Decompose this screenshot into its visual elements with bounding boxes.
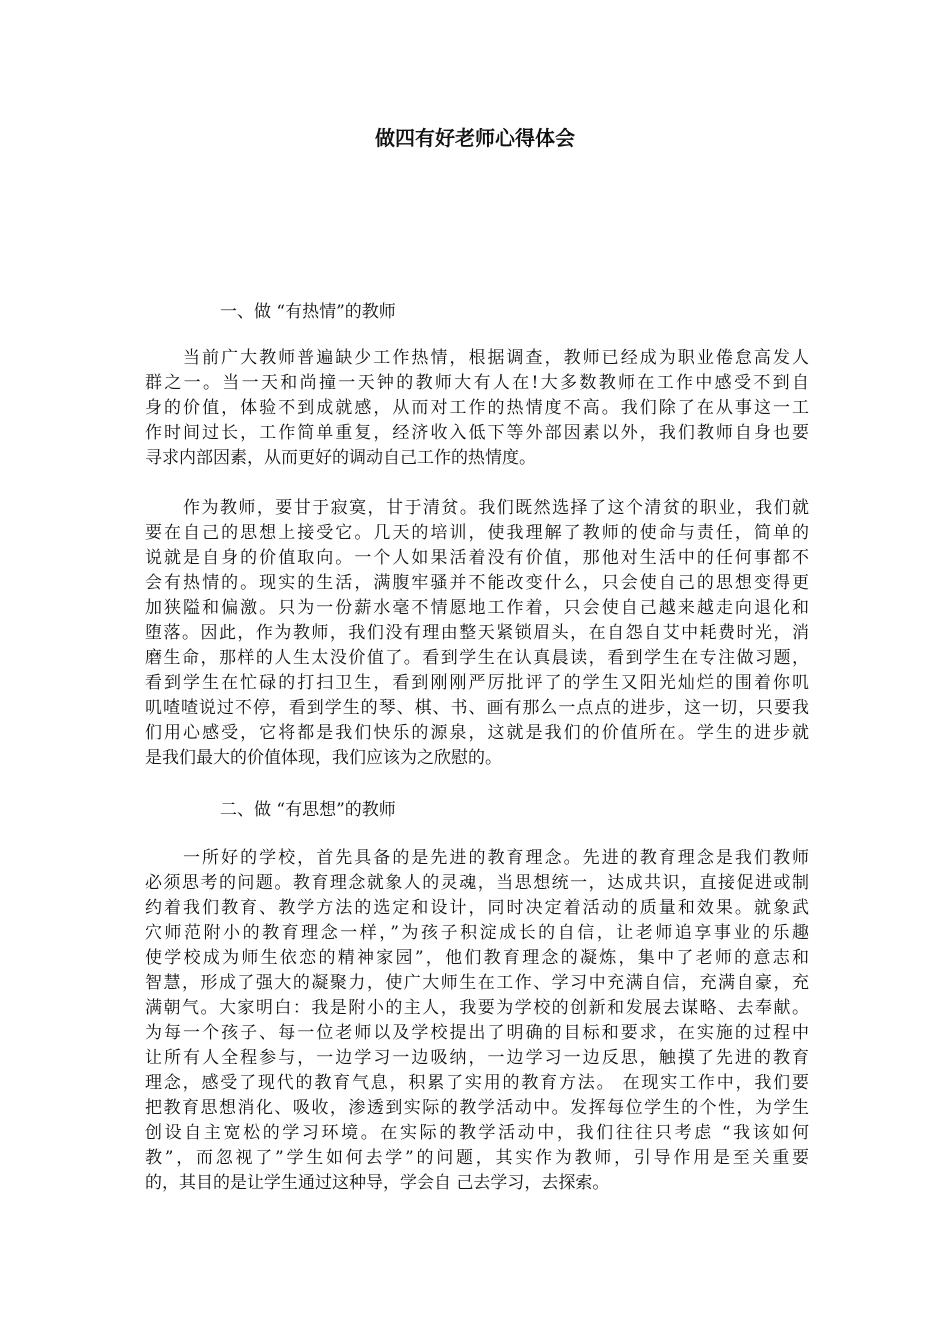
page-title: 做四有好老师心得体会: [375, 126, 575, 150]
text-line: 约着我们教育、教学方法的选定和设计，同时决定着活动的质量和效果。就象武: [145, 898, 809, 918]
text-line: 必须思考的问题。教育理念就象人的灵魂，当思想统一，达成共识，直接促进或制: [145, 873, 809, 893]
text-line: 看到学生在忙碌的打扫卫生，看到刚刚严厉批评了的学生又阳光灿烂的围着你叽: [145, 673, 809, 693]
text-line: 让所有人全程参与，一边学习一边吸纳，一边学习一边反思，触摸了先进的教育: [145, 1048, 809, 1068]
text-line: 的，其目的是让学生通过这种导，学会自 己去学习，去探索。: [145, 1173, 610, 1193]
text-line: 满朝气。大家明白：我是附小的主人，我要为学校的创新和发展去谋略、去奉献。: [145, 998, 809, 1018]
text-line: 群之一。当一天和尚撞一天钟的教师大有人在!大多数教师在工作中感受不到自: [145, 373, 809, 393]
text-line: 说就是自身的价值取向。一个人如果活着没有价值，那他对生活中的任何事都不: [145, 548, 809, 568]
paragraph-1: [145, 346, 809, 471]
text-line: 身的价值，体验不到成就感，从而对工作的热情度不高。我们除了在从事这一工: [145, 398, 809, 418]
text-line: 叽喳喳说过不停，看到学生的琴、棋、书、画有那么一点点的进步，这一切，只要我: [145, 698, 809, 718]
text-line: 们用心感受，它将都是我们快乐的源泉，这就是我们的价值所在。学生的进步就: [145, 723, 809, 743]
text-line: 作时间过长，工作简单重复，经济收入低下等外部因素以外，我们教师自身也要: [145, 423, 809, 443]
section-heading-2: 二、做 “有思想”的教师: [220, 800, 396, 820]
text-line: 理念，感受了现代的教育气息，积累了实用的教育方法。 在现实工作中，我们要: [145, 1073, 809, 1093]
text-line: 会有热情的。现实的生活，满腹牢骚并不能改变什么，只会使自己的思想变得更: [145, 573, 809, 593]
paragraph-3: [145, 846, 809, 1196]
text-line: 创设自主宽松的学习环境。在实际的教学活动中，我们往往只考虑 “我该如何: [145, 1123, 809, 1143]
paragraph-2: [145, 496, 809, 771]
text-line: 为每一个孩子、每一位老师以及学校提出了明确的目标和要求，在实施的过程中: [145, 1023, 809, 1043]
text-line: 加狭隘和偏激。只为一份薪水毫不情愿地工作着，只会使自己越来越走向退化和: [145, 598, 809, 618]
text-line: 使学校成为师生依恋的精神家园”，他们教育理念的凝炼，集中了老师的意志和: [145, 948, 809, 968]
text-line: 穴师范附小的教育理念一样，”为孩子积淀成长的自信，让老师追享事业的乐趣: [145, 923, 809, 943]
text-line: 一所好的学校，首先具备的是先进的教育理念。先进的教育理念是我们教师: [183, 848, 809, 868]
section-heading-1: 一、做 “有热情”的教师: [220, 302, 396, 322]
text-line: 寻求内部因素，从而更好的调动自己工作的热情度。: [145, 448, 536, 468]
text-line: 作为教师，要甘于寂寞，甘于清贫。我们既然选择了这个清贫的职业，我们就: [183, 498, 809, 518]
text-line: 要在自己的思想上接受它。几天的培训，使我理解了教师的使命与责任，简单的: [145, 523, 809, 543]
text-line: 把教育思想消化、吸收，渗透到实际的教学活动中。发挥每位学生的个性，为学生: [145, 1098, 809, 1118]
text-line: 智慧，形成了强大的凝聚力，使广大师生在工作、学习中充满自信，充满自豪，充: [145, 973, 809, 993]
text-line: 是我们最大的价值体现，我们应该为之欣慰的。: [145, 748, 502, 768]
text-line: 教”，而忽视了”学生如何去学”的问题，其实作为教师，引导作用是至关重要: [145, 1148, 809, 1168]
text-line: 堕落。因此，作为教师，我们没有理由整天紧锁眉头，在自怨自艾中耗费时光，消: [145, 623, 809, 643]
text-line: 磨生命，那样的人生太没价值了。看到学生在认真晨读，看到学生在专注做习题，: [145, 648, 809, 668]
text-line: 当前广大教师普遍缺少工作热情，根据调查，教师已经成为职业倦怠高发人: [183, 348, 809, 368]
